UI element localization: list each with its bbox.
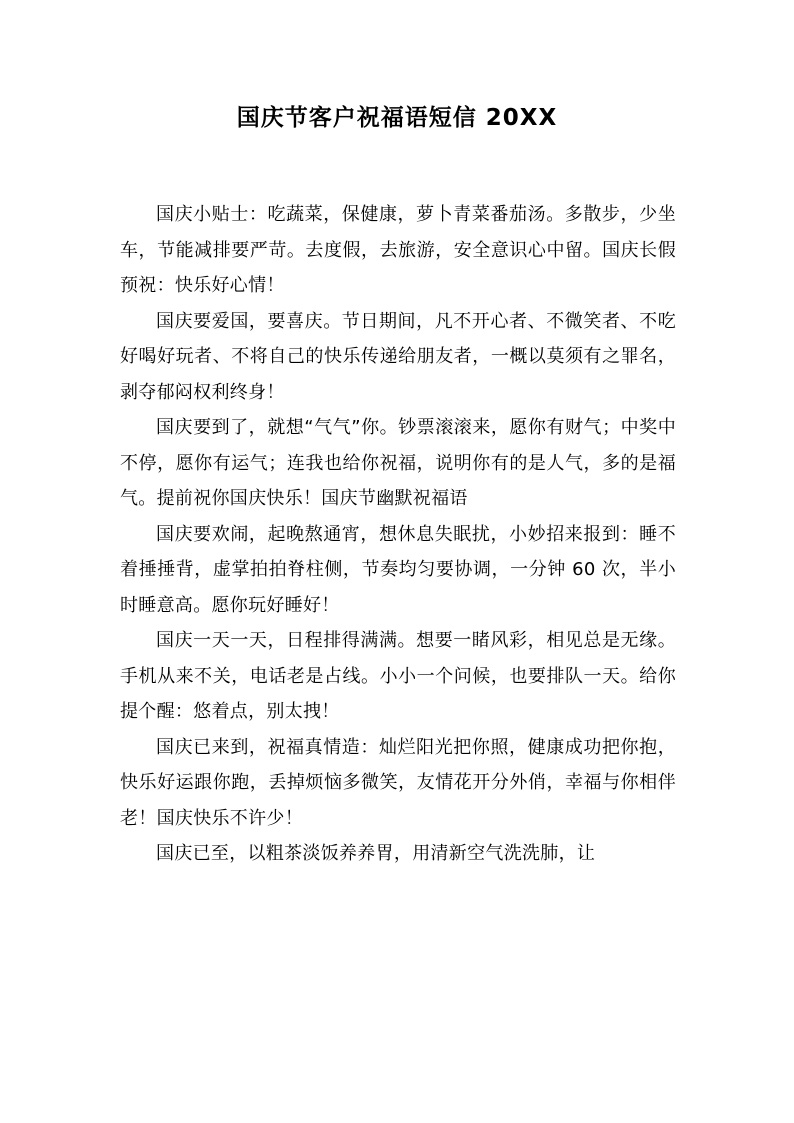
paragraph: 国庆一天一天，日程排得满满。想要一睹风彩，相见总是无缘。手机从来不关，电话老是占线。小小一个问候，也要排队一天。给你提个醒：悠着点，别太拽！	[120, 630, 676, 722]
paragraph: 国庆要欢闹，起晚熬通宵，想休息失眠扰，小妙招来报到：睡不着捶捶背，虚掌拍拍脊柱侧，节奏均匀要协调，一分钟 60 次，半小时睡意高。愿你玩好睡好！	[120, 523, 676, 616]
document-body	[120, 197, 676, 872]
paragraph: 国庆小贴士：吃蔬菜，保健康，萝卜青菜番茄汤。多散步，少坐车，节能减排要严苛。去度假，去旅游，安全意识心中留。国庆长假预祝：快乐好心情！	[120, 204, 676, 296]
document-title: 国庆节客户祝福语短信 20XX	[236, 105, 558, 131]
paragraph: 国庆已来到，祝福真情造：灿烂阳光把你照，健康成功把你抱，快乐好运跟你跑，丢掉烦恼多微笑，友情花开分外俏，幸福与你相伴老！国庆快乐不许少！	[120, 736, 676, 829]
paragraph: 国庆已至，以粗茶淡饭养养胃，用清新空气洗洗肺，让	[156, 843, 596, 864]
paragraph: 国庆要爱国，要喜庆。节日期间，凡不开心者、不微笑者、不吃好喝好玩者、不将自己的快乐传递给朋友者，一概以莫须有之罪名，剥夺郁闷权利终身！	[120, 310, 676, 403]
paragraph: 国庆要到了，就想“气气”你。钞票滚滚来，愿你有财气；中奖中不停，愿你有运气；连我也给你祝福，说明你有的是人气，多的是福气。提前祝你国庆快乐！国庆节幽默祝福语	[120, 417, 676, 509]
